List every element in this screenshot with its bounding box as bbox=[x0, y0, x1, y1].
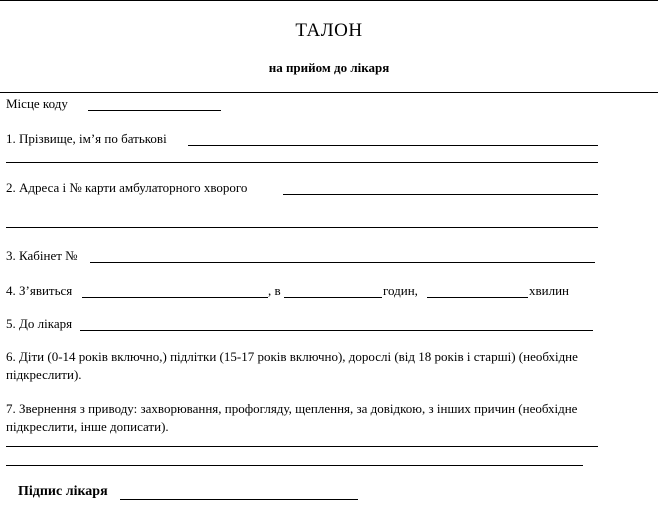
appear-in-label: , в bbox=[268, 283, 281, 298]
hours-label: годин, bbox=[383, 283, 418, 298]
form-subtitle: на прийом до лікаря bbox=[268, 60, 390, 75]
reason-input-line-2[interactable] bbox=[6, 465, 583, 466]
signature-input-line[interactable] bbox=[120, 499, 358, 500]
name-input-line-2[interactable] bbox=[6, 162, 598, 163]
reason-text: 7. Звернення з приводу: захворювання, профогляду, щеплення, за довідкою, з інших причин (необхідне підкреслити, інше дописати). bbox=[6, 401, 578, 434]
name-input-line-1[interactable] bbox=[188, 145, 598, 146]
hours-input-line[interactable] bbox=[284, 297, 382, 298]
doctor-input-line[interactable] bbox=[80, 330, 593, 331]
cabinet-input-line[interactable] bbox=[90, 262, 595, 263]
name-label: 1. Прізвище, ім’я по батькові bbox=[6, 131, 167, 146]
address-label: 2. Адреса і № карти амбулаторного хворого bbox=[6, 180, 248, 195]
minutes-label: хвилин bbox=[529, 283, 569, 298]
address-input-line-2[interactable] bbox=[6, 227, 598, 228]
cabinet-label: 3. Кабінет № bbox=[6, 248, 78, 263]
reason-input-line-1[interactable] bbox=[6, 446, 598, 447]
form-title: ТАЛОН bbox=[295, 20, 363, 41]
code-place-label: Місце коду bbox=[6, 96, 68, 111]
address-input-line-1[interactable] bbox=[283, 194, 598, 195]
appear-date-line[interactable] bbox=[82, 297, 268, 298]
code-place-input-line[interactable] bbox=[88, 110, 221, 111]
appear-label: 4. З’явиться bbox=[6, 283, 73, 298]
header-divider bbox=[0, 92, 658, 93]
top-rule bbox=[0, 0, 658, 1]
minutes-input-line[interactable] bbox=[427, 297, 528, 298]
signature-label: Підпис лікаря bbox=[18, 484, 108, 499]
age-groups-text: 6. Діти (0-14 років включно,) підлітки (15-17 років включно), дорослі (від 18 років і старші) (необхідне підкреслити). bbox=[6, 349, 578, 382]
doctor-label: 5. До лікаря bbox=[6, 316, 73, 331]
